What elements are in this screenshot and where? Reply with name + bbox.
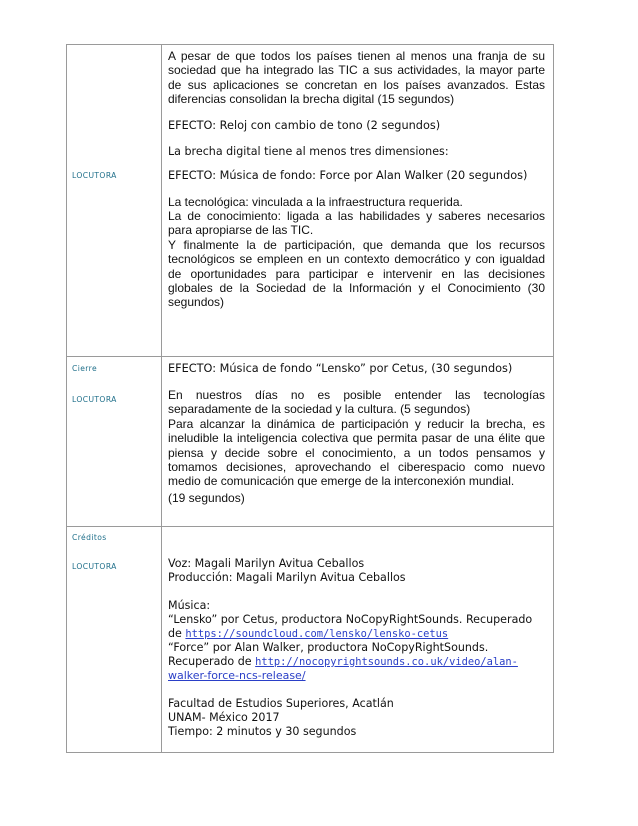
credit-force-link-line-2 [168, 669, 545, 683]
credit-production: Producción: Magali Marilyn Avitua Ceballos [168, 571, 406, 584]
credit-text: Recuperado de [168, 655, 256, 668]
soundcloud-link[interactable]: https://soundcloud.com/lensko/lensko-cetus [185, 628, 449, 640]
paragraph: A pesar de que todos los países tienen al menos una franja de su sociedad que ha integrado las TIC a sus actividades, la mayor parte de sus aplicaciones se concretan en los países avanzados. Estas diferencias consolidan la brecha digital (15 segundos) [168, 49, 545, 107]
credit-unam: UNAM- México 2017 [168, 711, 280, 724]
paragraph: Y finalmente la de participación, que demanda que los recursos tecnológicos se empleen en un contexto democrático y con igualdad de oportunidades para participar e intervenir en las decisiones globales de la Sociedad de la Información y el Conocimiento (30 segundos) [168, 237, 545, 310]
right-cell-3 [162, 527, 554, 753]
paragraph: Para alcanzar la dinámica de participación y reducir la brecha, es ineludible la inteligencia colectiva que permita pasar de una élite que piensa y decide sobre el conocimiento, a un todos pensamos y tomamos decisiones, aprovechando el ciberespacio como nuevo medio de comunicación que emerge de la interconexión mundial. [168, 416, 545, 489]
credit-lensko: “Lensko” por Cetus, productora NoCopyRightSounds. Recuperado [168, 613, 533, 626]
credit-music-label: Música: [168, 599, 211, 612]
right-cell-2 [162, 357, 554, 527]
script-row-3 [67, 527, 554, 753]
left-cell-1 [67, 45, 162, 357]
paragraph: La de conocimiento: ligada a las habilidades y saberes necesarios para apropiarse de las TIC. [168, 209, 545, 238]
effect-cue: EFECTO: Música de fondo “Lensko” por Cetus, (30 segundos) [168, 362, 513, 375]
section-label: Créditos [72, 533, 107, 542]
script-row-1 [67, 45, 554, 357]
effect-cue: EFECTO: Reloj con cambio de tono (2 segundos) [168, 118, 441, 132]
left-cell-3 [67, 527, 162, 753]
paragraph: La brecha digital tiene al menos tres dimensiones: [168, 144, 449, 158]
credit-voice: Voz: Magali Marilyn Avitua Ceballos [168, 557, 365, 570]
speaker-label: LOCUTORA [72, 171, 117, 180]
paragraph: En nuestros días no es posible entender las tecnologías separadamente de la sociedad y la cultura. (5 segundos) [168, 388, 545, 417]
credit-faculty: Facultad de Estudios Superiores, Acatlán [168, 697, 394, 710]
paragraph: La tecnológica: vinculada a la infraestructura requerida. [168, 194, 463, 209]
credit-force-link-line [168, 655, 545, 669]
script-row-2 [67, 357, 554, 527]
speaker-label: LOCUTORA [72, 562, 117, 571]
credit-text: de [168, 627, 186, 640]
speaker-label: LOCUTORA [72, 395, 117, 404]
credits-block [168, 557, 545, 739]
credit-force: “Force” por Alan Walker, productora NoCopyRightSounds. [168, 641, 489, 654]
effect-cue: EFECTO: Música de fondo: Force por Alan Walker (20 segundos) [168, 168, 528, 182]
credit-lensko-link-line [168, 627, 545, 641]
section-label: Cierre [72, 364, 98, 373]
paragraph: (19 segundos) [168, 490, 245, 505]
right-cell-1 [162, 45, 554, 357]
left-cell-2 [67, 357, 162, 527]
script-table [66, 44, 554, 753]
ncs-link-continued[interactable]: walker-force-ncs-release/ [168, 669, 306, 682]
credit-duration: Tiempo: 2 minutos y 30 segundos [168, 725, 357, 738]
ncs-link[interactable]: http://nocopyrightsounds.co.uk/video/alan- [255, 656, 518, 668]
